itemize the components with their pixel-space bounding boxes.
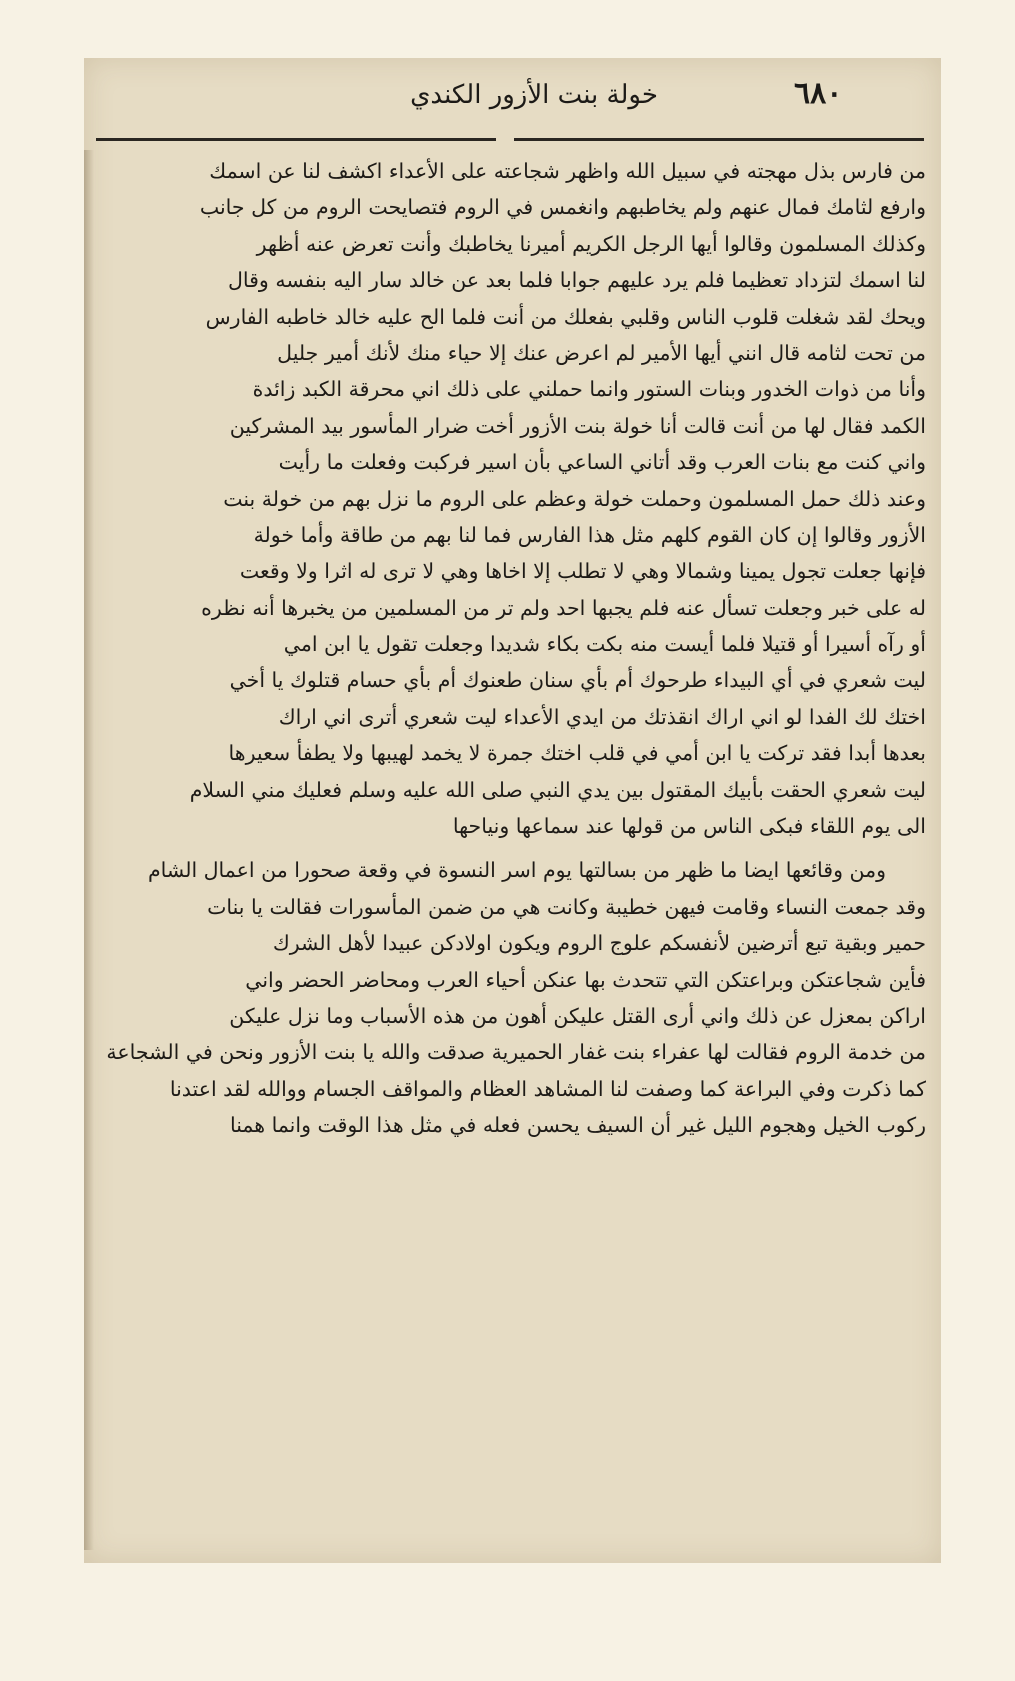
text-line: من خدمة الروم فقالت لها عفراء بنت غفار الحميرية صدقت والله يا بنت الأزور ونحن في الشجاعة	[106, 1040, 926, 1065]
text-line: وعند ذلك حمل المسلمون وحملت خولة وعظم على الروم ما نزل بهم من خولة بنت	[223, 486, 926, 511]
text-line: اختك لك الفدا لو اني اراك انقذتك من ايدي الأعداء ليت شعري أترى اني اراك	[278, 704, 926, 729]
text-line: وقد جمعت النساء وقامت فيهن خطيبة وكانت هي من ضمن المأسورات فقالت يا بنات	[207, 894, 926, 919]
text-line: وأنا من ذوات الخدور وبنات الستور وانما حملني على ذلك اني محرقة الكبد زائدة	[252, 377, 926, 402]
text-line: اراكن بمعزل عن ذلك واني أرى القتل عليكن أهون من هذه الأسباب وما نزل عليكن	[229, 1003, 926, 1028]
text-line: فأين شجاعتكن وبراعتكن التي تتحدث بها عنكن أحياء العرب ومحاضر الحضر واني	[245, 967, 926, 992]
text-line: وارفع لثامك فمال عنهم ولم يخاطبهم وانغمس في الروم فتصايحت الروم من كل جانب	[199, 195, 926, 220]
text-line: أو رآه أسيرا أو قتيلا فلما أيست منه بكت بكاء شديدا وجعلت تقول يا ابن امي	[283, 632, 926, 657]
text-line: فإنها جعلت تجول يمينا وشمالا وهي لا تطلب إلا اخاها وهي لا ترى له اثرا ولا وقعت	[239, 559, 926, 584]
text-line: كما ذكرت وفي البراعة كما وصفت لنا المشاهد العظام والمواقف الجسام ووالله لقد اعتدنا	[169, 1076, 926, 1101]
text-line: ويحك لقد شغلت قلوب الناس وقلبي بفعلك من أنت فلما الح عليه خالد خاطبه الفارس	[205, 304, 926, 329]
header-rule-right	[514, 138, 924, 141]
text-line: لنا اسمك لتزداد تعظيما فلم يرد عليهم جوابا فلما بعد عن خالد سار اليه بنفسه وقال	[227, 268, 926, 293]
text-line: له على خبر وجعلت تسأل عنه فلم يجبها احد ولم تر من المسلمين من يخبرها أنه نظره	[201, 595, 926, 620]
text-line: ركوب الخيل وهجوم الليل غير أن السيف يحسن فعله في مثل هذا الوقت وانما همنا	[229, 1113, 926, 1138]
text-line: الى يوم اللقاء فبكى الناس من قولها عند سماعها ونياحها	[452, 814, 926, 839]
running-title: خولة بنت الأزور الكندي	[410, 80, 658, 110]
page-number: ٦٨٠	[794, 76, 843, 111]
text-line: من فارس بذل مهجته في سبيل الله واظهر شجاعته على الأعداء اكشف لنا عن اسمك	[209, 159, 926, 183]
text-line: بعدها أبدا فقد تركت يا ابن أمي في قلب اختك جمرة لا يخمد لهيبها ولا يطفأ سعيرها	[228, 741, 926, 766]
text-line: الأزور وقالوا إن كان القوم كلهم مثل هذا الفارس فما لنا بهم من طاقة وأما خولة	[253, 522, 926, 547]
paragraph-1	[96, 153, 926, 844]
text-line: ليت شعري الحقت بأبيك المقتول بين يدي النبي صلى الله عليه وسلم فعليك مني السلام	[189, 777, 926, 802]
text-line: واني كنت مع بنات العرب وقد أتاني الساعي بأن اسير فركبت وفعلت ما رأيت	[278, 450, 926, 475]
text-line: ليت شعري في أي البيداء طرحوك أم بأي سنان طعنوك أم بأي حسام قتلوك يا أخي	[229, 668, 926, 693]
paragraph-2	[96, 852, 926, 1143]
spine-shadow	[84, 150, 94, 1550]
text-line: من تحت لثامه قال انني أيها الأمير لم اعرض عنك إلا حياء منك لأنك أمير جليل	[277, 340, 926, 365]
text-line: وكذلك المسلمون وقالوا أيها الرجل الكريم أميرنا يخاطبك وأنت تعرض عنه أظهر	[256, 231, 926, 256]
book-page	[84, 58, 941, 1563]
text-line: حمير وبقية تبع أترضين لأنفسكم علوج الروم ويكون اولادكن عبيدا لأهل الشرك	[272, 931, 926, 956]
text-line: ومن وقائعها ايضا ما ظهر من بسالتها يوم اسر النسوة في وقعة صحورا من اعمال الشام	[147, 858, 886, 883]
header-rule-left	[96, 138, 496, 141]
page-header	[84, 58, 941, 136]
body-text	[96, 153, 926, 1144]
text-line: الكمد فقال لها من أنت قالت أنا خولة بنت الأزور أخت ضرار المأسور بيد المشركين	[229, 413, 926, 438]
